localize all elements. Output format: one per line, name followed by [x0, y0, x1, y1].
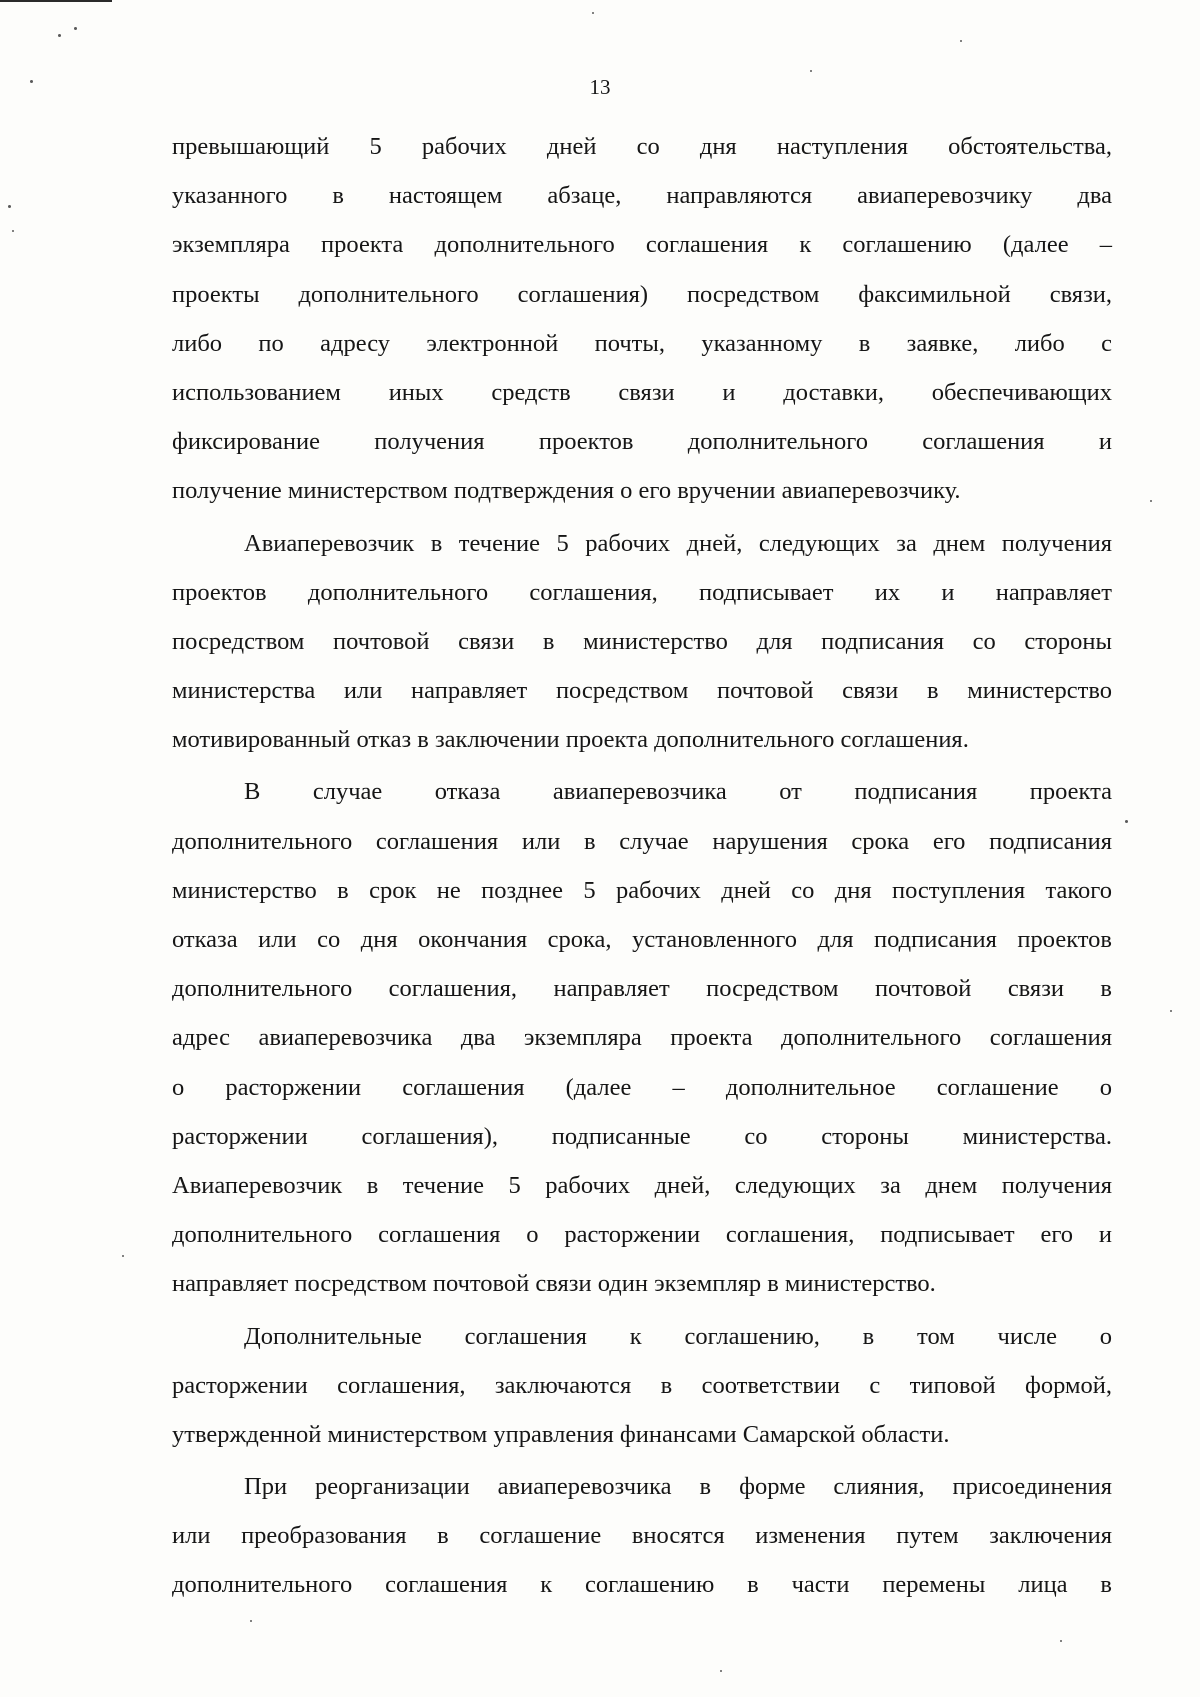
scan-speck [250, 1620, 252, 1622]
page-number: 13 [589, 75, 611, 99]
paragraph-3 [172, 767, 1112, 1308]
text-line: дополнительного соглашения о расторжении соглашения, подписывает его и [172, 1221, 1112, 1249]
text-line: проектов дополнительного соглашения, подписывает их и направляет [172, 578, 1112, 606]
paragraph-4 [172, 1312, 1112, 1460]
scan-edge-mark [0, 0, 112, 2]
text-line: дополнительного соглашения к соглашению в части перемены лица в [172, 1571, 1112, 1599]
text-line: мотивированный отказ в заключении проекта дополнительного соглашения. [172, 726, 969, 754]
text-line: или преобразования в соглашение вносятся изменения путем заключения [172, 1522, 1112, 1550]
scan-speck [720, 1670, 722, 1672]
document-body [172, 122, 1112, 1613]
text-line: проекты дополнительного соглашения) посредством факсимильной связи, [172, 280, 1112, 308]
text-line: министерство в срок не позднее 5 рабочих дней со дня поступления такого [172, 876, 1112, 904]
scan-speck [592, 12, 594, 14]
scan-speck [1170, 1010, 1172, 1012]
text-line: экземпляра проекта дополнительного соглашения к соглашению (далее – [172, 231, 1112, 259]
text-line: посредством почтовой связи в министерство для подписания со стороны [172, 627, 1112, 655]
text-line: расторжении соглашения), подписанные со стороны министерства. [172, 1122, 1112, 1150]
text-line: отказа или со дня окончания срока, установленного для подписания проектов [172, 926, 1112, 953]
text-line: расторжении соглашения, заключаются в соответствии с типовой формой, [172, 1371, 1112, 1399]
text-line: получение министерством подтверждения о его вручении авиаперевозчику. [172, 477, 961, 505]
scan-speck [960, 40, 962, 42]
text-line: министерства или направляет посредством почтовой связи в министерство [172, 677, 1112, 705]
scan-speck [1150, 500, 1152, 502]
text-line: либо по адресу электронной почты, указанному в заявке, либо с [172, 329, 1112, 357]
text-line: превышающий 5 рабочих дней со дня наступления обстоятельства, [172, 133, 1112, 160]
text-line: фиксирование получения проектов дополнительного соглашения и [172, 428, 1112, 456]
paragraph-5 [172, 1462, 1112, 1610]
scan-speck [1125, 820, 1128, 823]
text-line: Авиаперевозчик в течение 5 рабочих дней, следующих за днем получения [172, 1171, 1112, 1199]
scan-speck [58, 34, 61, 37]
text-line: Авиаперевозчик в течение 5 рабочих дней, следующих за днем получения [244, 529, 1112, 557]
text-line: В случае отказа авиаперевозчика от подписания проекта [244, 778, 1112, 806]
text-line: Дополнительные соглашения к соглашению, в том числе о [244, 1322, 1112, 1350]
scan-speck [810, 70, 812, 72]
scan-speck [12, 230, 14, 232]
text-line: направляет посредством почтовой связи один экземпляр в министерство. [172, 1270, 936, 1298]
scan-speck [74, 27, 77, 30]
text-line: утвержденной министерством управления финансами Самарской области. [172, 1420, 950, 1448]
text-line: дополнительного соглашения или в случае нарушения срока его подписания [172, 827, 1112, 855]
text-line: о расторжении соглашения (далее – дополнительное соглашение о [172, 1073, 1112, 1101]
text-line: При реорганизации авиаперевозчика в форме слияния, присоединения [244, 1473, 1112, 1501]
scan-speck [122, 1255, 124, 1257]
text-line: адрес авиаперевозчика два экземпляра проекта дополнительного соглашения [172, 1024, 1112, 1052]
text-line: указанного в настоящем абзаце, направляются авиаперевозчику два [172, 182, 1112, 210]
text-line: дополнительного соглашения, направляет посредством почтовой связи в [172, 975, 1112, 1003]
scan-speck [8, 205, 11, 208]
text-line: использованием иных средств связи и доставки, обеспечивающих [172, 378, 1112, 406]
paragraph-1 [172, 122, 1112, 516]
paragraph-2 [172, 519, 1112, 765]
scan-speck [1060, 1640, 1062, 1642]
